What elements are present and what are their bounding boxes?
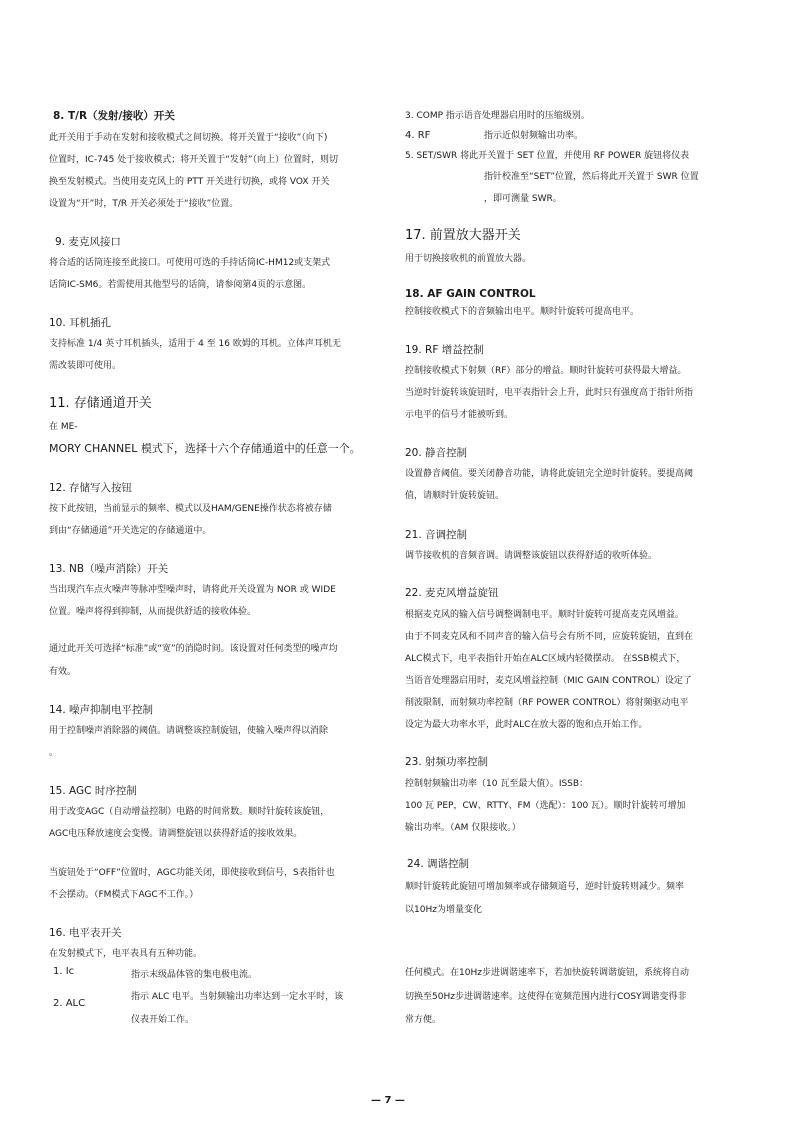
meter-item-rf-desc: 指示近似射频输出功率。 — [484, 131, 584, 141]
section-9-line: 话筒IC-SM6。若需使用其他型号的话筒，请参阅第4页的示意图。 — [49, 280, 312, 290]
section-15-line: 用于改变AGC（自动增益控制）电路的时间常数。顺时针旋转该旋钮， — [49, 807, 330, 817]
meter-item-swr: 5. SET/SWR 将此开关置于 SET 位置，并使用 RF POWER 旋钮将仪表 — [405, 151, 690, 161]
section-8-title: 8. T/R（发射/接收）开关 — [53, 110, 175, 122]
section-19-title: 19. RF 增益控制 — [405, 344, 484, 356]
section-15-line: 当旋钮处于“OFF”位置时，AGC功能关闭，即使接收到信号，S表指针也 — [49, 868, 335, 878]
meter-item-swr: 指针校准至“SET”位置，然后将此开关置于 SWR 位置 — [484, 172, 699, 182]
section-21-line: 调节接收机的音频音调。请调整该旋钮以获得舒适的收听体验。 — [405, 551, 658, 561]
section-8-line: 此开关用于手动在发射和接收模式之间切换。将开关置于“接收”（向下) — [49, 133, 328, 143]
section-24-line: 任何模式。在10Hz步进调谐速率下，若加快旋转调谐旋钮，系统将自动 — [405, 968, 689, 978]
section-8-line: 换至发射模式。当使用麦克风上的 PTT 开关进行切换，或将 VOX 开关 — [49, 177, 330, 187]
section-12-line: 按下此按钮，当前显示的频率、模式以及HAM/GENE操作状态将被存储 — [49, 504, 332, 514]
meter-item-rf-label: 4. RF — [405, 130, 431, 141]
section-22-line: 削波限制，而射频功率控制（RF POWER CONTROL）将射频驱动电平 — [405, 698, 689, 708]
section-22-line: 当语音处理器启用时，麦克风增益控制（MIC GAIN CONTROL）设定了 — [405, 676, 692, 686]
section-16-title: 16. 电平表开关 — [49, 927, 122, 939]
section-10-line: 支持标准 1/4 英寸耳机插头，适用于 4 至 16 欧姆的耳机。立体声耳机无 — [49, 339, 341, 349]
section-20-line: 设置静音阈值。要关闭静音功能，请将此旋钮完全逆时针旋转。要提高阈 — [405, 469, 694, 479]
section-23-title: 23. 射频功率控制 — [405, 756, 489, 768]
section-24-title: 24. 调谐控制 — [407, 858, 470, 870]
section-18-line: 控制接收模式下的音频输出电平。顺时针旋转可提高电平。 — [405, 307, 640, 317]
section-16-line: 在发射模式下，电平表具有五种功能。 — [49, 949, 203, 959]
section-10-line: 需改装即可使用。 — [49, 361, 122, 371]
meter-item-ic-label: 1. Ic — [53, 966, 75, 977]
section-23-line: 100 瓦 PEP，CW、RTTY、FM（选配）：100 瓦）。顺时针旋转可增加 — [405, 801, 686, 811]
section-12-title: 12. 存储写入按钮 — [49, 482, 133, 494]
meter-item-alc-desc: 指示 ALC 电平。当射频输出功率达到一定水平时，该 — [131, 992, 344, 1002]
section-8-line: 位置时，IC-745 处于接收模式；将开关置于“发射”（向上）位置时，则切 — [49, 155, 339, 165]
section-14-title: 14. 噪声抑制电平控制 — [49, 704, 154, 716]
meter-item-swr: ，即可测量 SWR。 — [484, 194, 562, 204]
section-15-title: 15. AGC 时序控制 — [49, 785, 137, 797]
section-13-line: 当出现汽车点火噪声等脉冲型噪声时，请将此开关设置为 NOR 或 WIDE — [49, 585, 336, 595]
section-14-line: 。 — [49, 748, 59, 758]
page-number: — 7 — — [371, 1095, 405, 1106]
meter-item-ic-desc: 指示末级晶体管的集电极电流。 — [131, 970, 258, 980]
section-13-title: 13. NB（噪声消除）开关 — [49, 563, 169, 575]
section-24-line: 常方便。 — [405, 1015, 442, 1025]
meter-item-alc-desc: 仪表开始工作。 — [131, 1015, 195, 1025]
section-10-title: 10. 耳机插孔 — [49, 317, 112, 329]
section-20-line: 值，请顺时针旋转旋钮。 — [405, 491, 505, 501]
section-17-line: 用于切换接收机的前置放大器。 — [405, 254, 532, 264]
section-9-line: 将合适的话筒连接至此接口。可使用可选的手持话筒IC-HM12或支架式 — [49, 258, 331, 268]
section-22-line: ALC模式下，电平表指针开始在ALC区域内轻微摆动。 在SSB模式下， — [405, 654, 686, 664]
section-24-line: 以10Hz为增量变化 — [405, 905, 482, 915]
section-23-line: 输出功率。（AM 仅限接收。） — [405, 823, 521, 833]
section-21-title: 21. 音调控制 — [405, 529, 468, 541]
section-15-line: AGC电压释放速度会变慢。请调整旋钮以获得舒适的接收效果。 — [49, 829, 303, 839]
section-19-line: 控制接收模式下射频（RF）部分的增益。顺时针旋转可获得最大增益。 — [405, 366, 687, 376]
section-18-title: 18. AF GAIN CONTROL — [405, 288, 536, 300]
section-22-title: 22. 麦克风增益旋钮 — [405, 587, 499, 599]
section-11-line: 在 ME- — [49, 422, 78, 432]
section-11-title: 11. 存储通道开关 — [49, 396, 152, 411]
section-11-line: MORY CHANNEL 模式下，选择十六个存储通道中的任意一个。 — [49, 442, 361, 455]
section-9-title: 9. 麦克风接口 — [55, 236, 121, 248]
section-8-line: 设置为“开”时，T/R 开关必须处于“接收”位置。 — [49, 199, 239, 209]
section-19-line: 当逆时针旋转该旋钮时，电平表指针会上升，此时只有强度高于指针所指 — [405, 388, 694, 398]
section-12-line: 到由“存储通道”开关选定的存储通道中。 — [49, 526, 212, 536]
section-22-line: 设定为最大功率水平，此时ALC在放大器的饱和点开始工作。 — [405, 720, 648, 730]
section-13-line: 有效。 — [49, 667, 77, 677]
section-13-line: 通过此开关可选择“标准”或“宽”的消隐时间。该设置对任何类型的噪声均 — [49, 644, 338, 654]
section-15-line: 不会摆动。（FM模式下AGC不工作。） — [49, 890, 199, 900]
section-22-line: 根据麦克风的输入信号调整调制电平。顺时针旋转可提高麦克风增益。 — [405, 610, 685, 620]
meter-item-comp: 3. COMP 指示语音处理器启用时的压缩级别。 — [405, 111, 590, 121]
section-19-line: 示电平的信号才能被听到。 — [405, 410, 514, 420]
section-17-title: 17. 前置放大器开关 — [405, 228, 521, 243]
section-24-line: 切换至50Hz步进调谐速率。这使得在宽频范围内进行COSY调谐变得非 — [405, 992, 687, 1002]
section-22-line: 由于不同麦克风和不同声音的输入信号会有所不同，应旋转旋钮，直到在 — [405, 632, 694, 642]
meter-item-alc-label: 2. ALC — [53, 998, 86, 1009]
section-24-line: 顺时针旋转此旋钮可增加频率或存储频道号，逆时针旋转则减少。频率 — [405, 882, 685, 892]
section-14-line: 用于控制噪声消除器的阈值。请调整该控制旋钮，使输入噪声得以消除 — [49, 726, 329, 736]
section-23-line: 控制射频输出功率（10 瓦至最大值）。ISSB： — [405, 779, 589, 789]
section-20-title: 20. 静音控制 — [405, 447, 468, 459]
section-13-line: 位置。噪声将得到抑制，从而提供舒适的接收体验。 — [49, 607, 257, 617]
